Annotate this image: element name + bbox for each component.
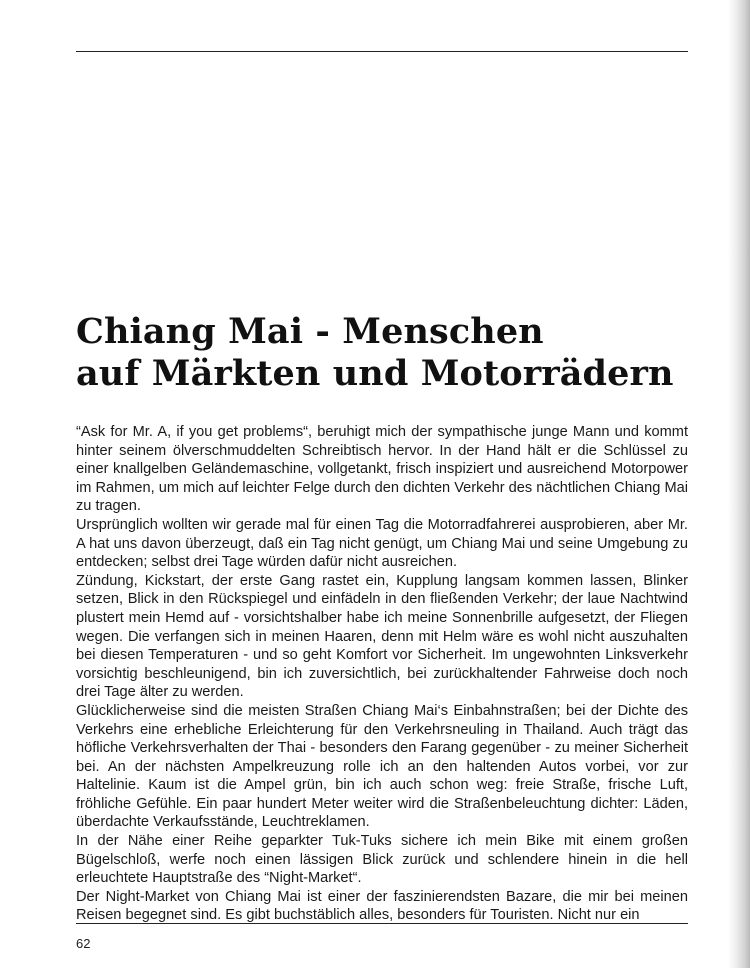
body-text [76, 423, 688, 925]
chapter-title [76, 311, 716, 395]
paragraph-6: Der Night-Market von Chiang Mai ist einer der faszinierendsten Bazare, die mir bei meinen Reisen begegnet sind. Es gibt buchstäblich alles, besonders für Touristen. Nicht nur ein [76, 888, 688, 924]
top-rule [76, 51, 688, 52]
paragraph-4: Glücklicherweise sind die meisten Straßen Chiang Mai‘s Einbahnstraßen; bei der Dichte des Verkehrs eine erhebliche Erleichterung für den Verkehrsneuling in Thailand. Auch trägt das höfliche Verkehrsverhalten der Thai - besonders den Farang gegenüber - zu meiner Sicherheit bei. An der nächsten Ampelkreuzung rolle ich an den haltenden Autos vorbei, vor zur Haltelinie. Kaum ist die Ampel grün, bin ich auch schon weg: freie Straße, frische Luft, fröhliche Gefühle. Ein paar hundert Meter weiter wird die Straßenbeleuchtung dichter: Läden, überdachte Verkaufsstände, Leuchtreklamen. [76, 702, 688, 831]
chapter-title-line-2: auf Märkten und Motorrädern [76, 353, 674, 394]
page-number: 62 [76, 936, 91, 951]
chapter-title-line-1: Chiang Mai - Menschen [76, 311, 544, 352]
bottom-rule [76, 923, 688, 924]
paragraph-5: In der Nähe einer Reihe geparkter Tuk-Tuks sichere ich mein Bike mit einem großen Bügelschloß, werfe noch einen lässigen Blick zurück und schlendere hinein in die hell erleuchtete Hauptstraße des “Night-Market“. [76, 833, 688, 887]
paragraph-3: Zündung, Kickstart, der erste Gang rastet ein, Kupplung langsam kommen lassen, Blinker setzen, Blick in den Rückspiegel und einfädeln in den fließenden Verkehr; der laue Nachtwind plustert mein Hemd auf - vorsichtshalber habe ich meine Sonnenbrille aufgesetzt, der Fliegen wegen. Die verfangen sich in meinen Haaren, denn mit Helm wäre es wohl nicht auszuhalten bei diesen Temperaturen - und so geht Komfort vor Sicherheit. Im ungewohnten Linksverkehr vorsichtig beschleunigend, bin ich zuversichtlich, bei zurückhaltender Fahrweise doch noch drei Tage älter zu werden. [76, 572, 688, 701]
paragraph-1: “Ask for Mr. A, if you get problems“, beruhigt mich der sympathische junge Mann und kommt hinter seinem ölverschmuddelten Schreibtisch hervor. In der Hand hält er die Schlüssel zu einer knallgelben Geländemaschine, vollgetankt, frisch inspiziert und ausreichend Motorpower im Rahmen, um mich auf leichter Felge durch den dichten Verkehr des nächtlichen Chiang Mai zu tragen. [76, 424, 688, 515]
paragraph-2: Ursprünglich wollten wir gerade mal für einen Tag die Motorradfahrerei ausprobieren, aber Mr. A hat uns davon überzeugt, daß ein Tag nicht genügt, um Chiang Mai und seine Umgebung zu entdecken; selbst drei Tage würden dafür nicht ausreichen. [76, 516, 688, 571]
page-edge-shadow [728, 0, 750, 968]
